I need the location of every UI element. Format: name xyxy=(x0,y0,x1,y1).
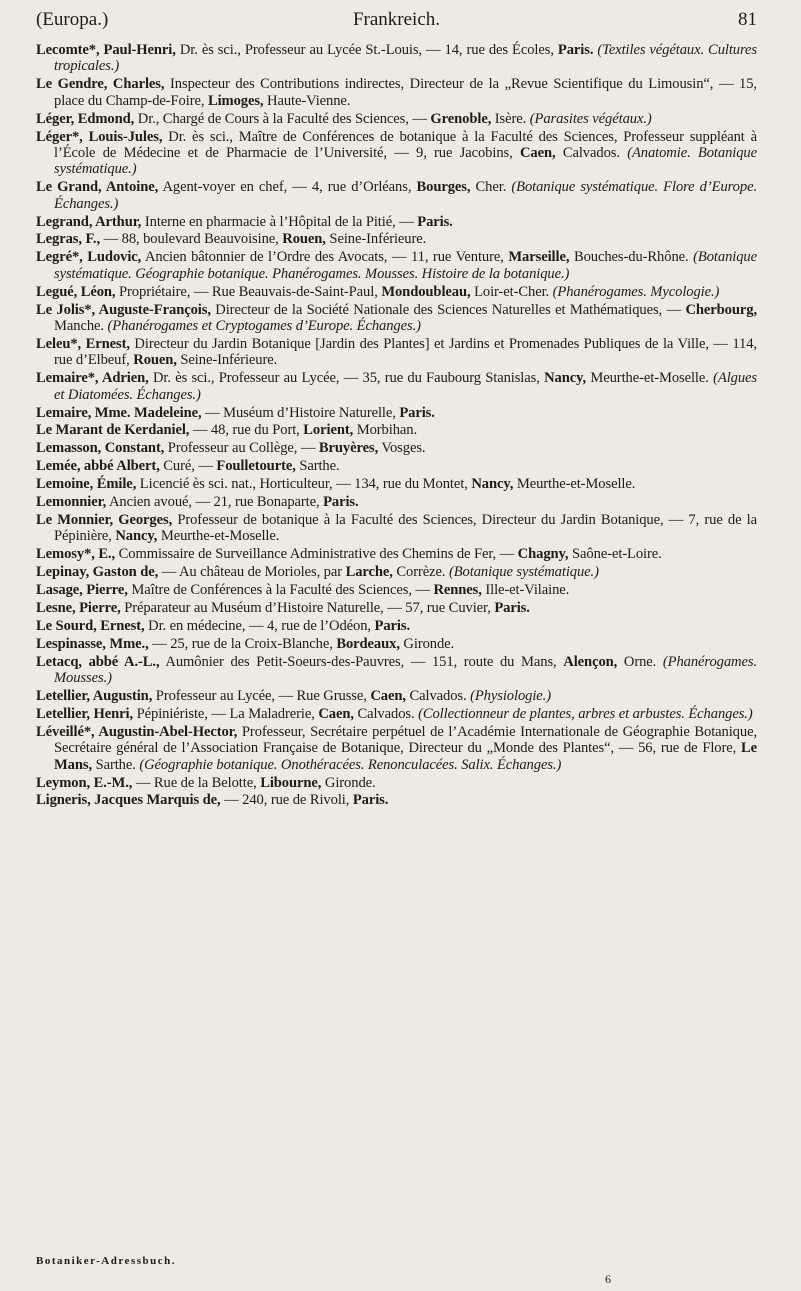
directory-entry xyxy=(36,42,757,75)
entry-name: Letellier, Augustin, xyxy=(36,688,153,705)
entry-specialty: (Phanérogames. Mousses.) xyxy=(54,653,758,687)
entry-city: Nancy, xyxy=(544,370,587,387)
directory-entry xyxy=(36,111,757,127)
directory-entry xyxy=(36,231,757,247)
entry-name: Léger, Edmond, xyxy=(36,110,135,127)
entry-city: Bordeaux, xyxy=(336,635,400,652)
entry-region: Sarthe. xyxy=(92,756,136,773)
entry-name: Lemoine, Émile, xyxy=(36,476,137,493)
entry-city: Nancy, xyxy=(115,528,158,545)
entry-text: Propriétaire, — Rue Beauvais-de-Saint-Paul, xyxy=(115,283,382,300)
directory-entry xyxy=(36,76,757,109)
footer: Botaniker-Adressbuch. xyxy=(36,1255,176,1267)
entry-city: Cherbourg, xyxy=(685,301,758,318)
entry-region: Morbihan. xyxy=(353,422,418,439)
directory-entry xyxy=(36,706,757,722)
entry-text: — Muséum d’Histoire Naturelle, xyxy=(201,404,400,421)
entry-city: Rouen, xyxy=(282,231,326,248)
entry-text: — 48, rue du Port, xyxy=(189,422,304,439)
directory-entry xyxy=(36,775,757,791)
entry-name: Lemaire*, Adrien, xyxy=(36,370,149,387)
entry-city: Caen, xyxy=(519,144,556,161)
entry-text: — 25, rue de la Croix-Blanche, xyxy=(148,635,337,652)
directory-entry xyxy=(36,494,757,510)
directory-entry xyxy=(36,302,757,335)
entry-specialty: (Algues et Diatomées. Échanges.) xyxy=(54,370,758,403)
entry-specialty: (Botanique systématique. Flore d’Europe. Échanges.) xyxy=(54,179,757,212)
entry-region: Meurthe-et-Moselle. xyxy=(513,476,636,493)
entry-name: Lemée, abbé Albert, xyxy=(36,458,160,475)
directory-entry xyxy=(36,284,757,300)
entry-text: Professeur de botanique à la Faculté des Sciences, Directeur du Jardin Botanique, — 7, rue de la Pépinière, xyxy=(54,511,757,545)
entry-region: Meurthe-et-Moselle. xyxy=(157,528,280,545)
entry-city: Bourges, xyxy=(416,179,471,196)
directory-entry xyxy=(36,370,757,403)
directory-entry xyxy=(36,179,757,212)
entry-name: Lemasson, Constant, xyxy=(36,440,165,457)
entry-name: Lesne, Pierre, xyxy=(36,600,121,616)
entry-text: — 88, boulevard Beauvoisine, xyxy=(100,231,283,248)
entry-city: Grenoble, xyxy=(430,110,492,127)
entry-city: Caen, xyxy=(370,688,406,705)
header-title: Frankreich. xyxy=(352,9,441,30)
directory-entry xyxy=(36,422,757,438)
entry-name: Letacq, abbé A.-L., xyxy=(36,653,160,670)
directory-entry xyxy=(36,582,757,598)
entry-region: Loir-et-Cher. xyxy=(470,283,550,300)
entry-city: Libourne, xyxy=(260,774,322,791)
entry-city: Le Mans, xyxy=(54,740,757,773)
entry-city: Chagny, xyxy=(517,546,569,563)
entry-specialty: (Collectionneur de plantes, arbres et arbustes. Échanges.) xyxy=(414,705,753,722)
entry-text: Dr. ès sci., Professeur au Lycée, — 35, rue du Faubourg Stanislas, xyxy=(148,370,545,387)
entry-region: Orne. xyxy=(617,653,657,670)
entry-text: Inspecteur des Contributions indirectes, Directeur de la „Revue Scientifique du Limousin“, — 15, place du Champ-de-Foire, xyxy=(54,76,757,109)
entry-specialty: (Phanérogames. Mycologie.) xyxy=(549,283,720,300)
entry-city: Paris. xyxy=(374,617,410,634)
entry-city: Limoges, xyxy=(207,92,264,109)
entry-name: Lespinasse, Mme., xyxy=(36,635,149,652)
entry-text: Dr., Chargé de Cours à la Faculté des Sciences, — xyxy=(134,110,431,127)
entry-region: Bouches-du-Rhône. xyxy=(569,249,689,266)
entry-name: Ligneris, Jacques Marquis de, xyxy=(36,792,221,809)
entry-text: Préparateur au Muséum d’Histoire Naturelle, — 57, rue Cuvier, xyxy=(120,600,495,616)
entry-city: Foulletourte, xyxy=(216,458,296,475)
entry-name: Lepinay, Gaston de, xyxy=(36,564,159,581)
entry-region: Calvados. xyxy=(405,688,467,705)
entry-region: Ille-et-Vilaine. xyxy=(481,582,570,599)
directory-entry xyxy=(36,476,757,492)
directory-entry xyxy=(36,129,757,178)
entry-region: Gironde. xyxy=(321,774,376,791)
entry-text: Dr. en médecine, — 4, rue de l’Odéon, xyxy=(144,617,375,634)
entry-city: Paris. xyxy=(417,213,453,230)
entry-name: Legras, F., xyxy=(36,231,101,248)
entry-region: Haute-Vienne. xyxy=(263,92,351,109)
entry-text: Professeur, Secrétaire perpétuel de l’Académie Internationale de Géographie Botanique, Secrétaire général de l’Association Française de Botanique, Directeur du „Monde des Plantes“, — 56, rue de Flore, xyxy=(54,723,757,757)
directory-entries xyxy=(36,42,757,810)
entry-name: Lemaire, Mme. Madeleine, xyxy=(36,404,202,421)
entry-specialty: (Géographie botanique. Onothéracées. Renonculacées. Salix. Échanges.) xyxy=(135,756,562,773)
entry-city: Rennes, xyxy=(433,582,482,599)
entry-text: Curé, — xyxy=(159,458,217,475)
entry-region: Calvados. xyxy=(555,144,620,161)
entry-region: Seine-Inférieure. xyxy=(325,231,427,248)
directory-entry xyxy=(36,440,757,456)
entry-name: Lemonnier, xyxy=(36,494,107,511)
directory-entry xyxy=(36,512,757,545)
entry-name: Le Marant de Kerdaniel, xyxy=(36,422,190,439)
entry-city: Rouen, xyxy=(133,352,177,369)
entry-text: Maître de Conférences à la Faculté des Sciences, — xyxy=(127,582,434,599)
entry-city: Paris. xyxy=(399,404,435,421)
directory-entry xyxy=(36,654,757,687)
entry-city: Paris. xyxy=(557,42,594,58)
entry-name: Le Jolis*, Auguste-François, xyxy=(36,301,211,318)
entry-text: Pépiniériste, — La Maladrerie, xyxy=(133,705,319,722)
entry-name: Lemosy*, E., xyxy=(36,546,116,563)
entry-text: Dr. ès sci., Maître de Conférences de botanique à la Faculté des Sciences, Professeur suppléant à l’École de Médecine et de Pharmacie de l’Université, — 9, rue Jacobins, xyxy=(54,128,757,161)
entry-name: Léger*, Louis-Jules, xyxy=(36,128,163,145)
directory-entry xyxy=(36,724,757,773)
entry-name: Lasage, Pierre, xyxy=(36,582,128,599)
running-header xyxy=(36,5,757,35)
entry-region: Corrèze. xyxy=(392,564,446,581)
signature-mark: 6 xyxy=(605,1272,611,1286)
entry-text: — Au château de Morioles, par xyxy=(158,564,346,581)
entry-city: Caen, xyxy=(318,705,354,722)
entry-name: Le Gendre, Charles, xyxy=(36,76,165,93)
entry-text: Professeur au Lycée, — Rue Grusse, xyxy=(152,688,371,705)
entry-text: Commissaire de Surveillance Administrative des Chemins de Fer, — xyxy=(115,546,518,563)
entry-name: Le Sourd, Ernest, xyxy=(36,617,145,634)
entry-text: Agent-voyer en chef, — 4, rue d’Orléans, xyxy=(158,179,417,196)
entry-region: Calvados. xyxy=(353,705,415,722)
entry-name: Lecomte*, Paul-Henri, xyxy=(36,42,176,58)
entry-city: Paris. xyxy=(352,792,389,809)
entry-region: Meurthe-et-Moselle. xyxy=(586,370,709,387)
entry-city: Nancy, xyxy=(471,476,514,493)
entry-specialty: (Textiles végétaux. Cultures tropicales.) xyxy=(54,42,757,75)
entry-specialty: (Phanérogames et Cryptogames d’Europe. Échanges.) xyxy=(103,318,421,334)
directory-entry xyxy=(36,249,757,282)
directory-entry xyxy=(36,564,757,580)
entry-specialty: (Physiologie.) xyxy=(466,688,551,705)
entry-city: Marseille, xyxy=(508,249,570,266)
directory-entry xyxy=(36,405,757,421)
entry-region: Cher. xyxy=(470,179,507,196)
entry-specialty: (Parasites végétaux.) xyxy=(526,110,652,127)
entry-name: Legué, Léon, xyxy=(36,283,116,300)
entry-text: Interne en pharmacie à l’Hôpital de la Pitié, — xyxy=(141,213,418,230)
entry-text: Licencié ès sci. nat., Horticulteur, — 134, rue du Montet, xyxy=(136,476,472,493)
directory-entry xyxy=(36,792,757,808)
entry-text: Directeur de la Société Nationale des Sciences Naturelles et Mathématiques, — xyxy=(210,301,686,318)
entry-text: Ancien bâtonnier de l’Ordre des Avocats, — 11, rue Venture, xyxy=(141,249,509,266)
entry-name: Leymon, E.-M., xyxy=(36,774,133,791)
directory-entry xyxy=(36,214,757,230)
directory-entry xyxy=(36,600,757,616)
directory-entry xyxy=(36,458,757,474)
entry-name: Léveillé*, Augustin-Abel-Hector, xyxy=(36,723,238,740)
directory-entry xyxy=(36,636,757,652)
entry-text: Ancien avoué, — 21, rue Bonaparte, xyxy=(106,494,324,511)
directory-entry xyxy=(36,546,757,562)
entry-region: Manche. xyxy=(54,318,104,334)
directory-entry xyxy=(36,618,757,634)
entry-name: Letellier, Henri, xyxy=(36,705,134,722)
entry-city: Lorient, xyxy=(303,422,354,439)
entry-region: Saône-et-Loire. xyxy=(568,546,662,563)
page-number: 81 xyxy=(738,9,757,30)
entry-city: Paris. xyxy=(323,494,359,511)
entry-text: — 240, rue de Rivoli, xyxy=(220,792,353,809)
directory-entry xyxy=(36,688,757,704)
entry-text: — Rue de la Belotte, xyxy=(132,774,261,791)
entry-name: Leleu*, Ernest, xyxy=(36,335,130,352)
directory-entry xyxy=(36,336,757,369)
entry-region: Sarthe. xyxy=(295,458,340,475)
entry-name: Legrand, Arthur, xyxy=(36,213,142,230)
entry-name: Le Monnier, Georges, xyxy=(36,511,173,528)
entry-region: Vosges. xyxy=(378,440,426,457)
entry-name: Legré*, Ludovic, xyxy=(36,249,142,266)
entry-specialty: (Botanique systématique.) xyxy=(445,564,599,581)
entry-city: Bruyères, xyxy=(318,440,379,457)
entry-text: Aumônier des Petit-Soeurs-des-Pauvres, — 151, route du Mans, xyxy=(159,653,564,670)
entry-region: Isère. xyxy=(491,110,527,127)
entry-city: Larche, xyxy=(345,564,393,581)
entry-name: Le Grand, Antoine, xyxy=(36,179,159,196)
entry-text: Dr. ès sci., Professeur au Lycée St.-Louis, — 14, rue des Écoles, xyxy=(175,42,558,58)
entry-region: Seine-Inférieure. xyxy=(176,352,278,369)
entry-specialty: (Anatomie. Botanique systématique.) xyxy=(54,144,757,178)
entry-city: Alençon, xyxy=(563,653,618,670)
header-left: (Europa.) xyxy=(36,9,109,30)
entry-city: Mondoubleau, xyxy=(381,283,471,300)
entry-text: Directeur du Jardin Botanique [Jardin des Plantes] et Jardins et Promenades Publiques de la Ville, — 114, rue d’Elbeuf, xyxy=(54,335,757,369)
entry-specialty: (Botanique systématique. Géographie botanique. Phanérogames. Mousses. Histoire de la botanique.) xyxy=(54,249,757,282)
entry-city: Paris. xyxy=(494,600,530,616)
entry-region: Gironde. xyxy=(399,635,455,652)
entry-text: Professeur au Collège, — xyxy=(164,440,319,457)
